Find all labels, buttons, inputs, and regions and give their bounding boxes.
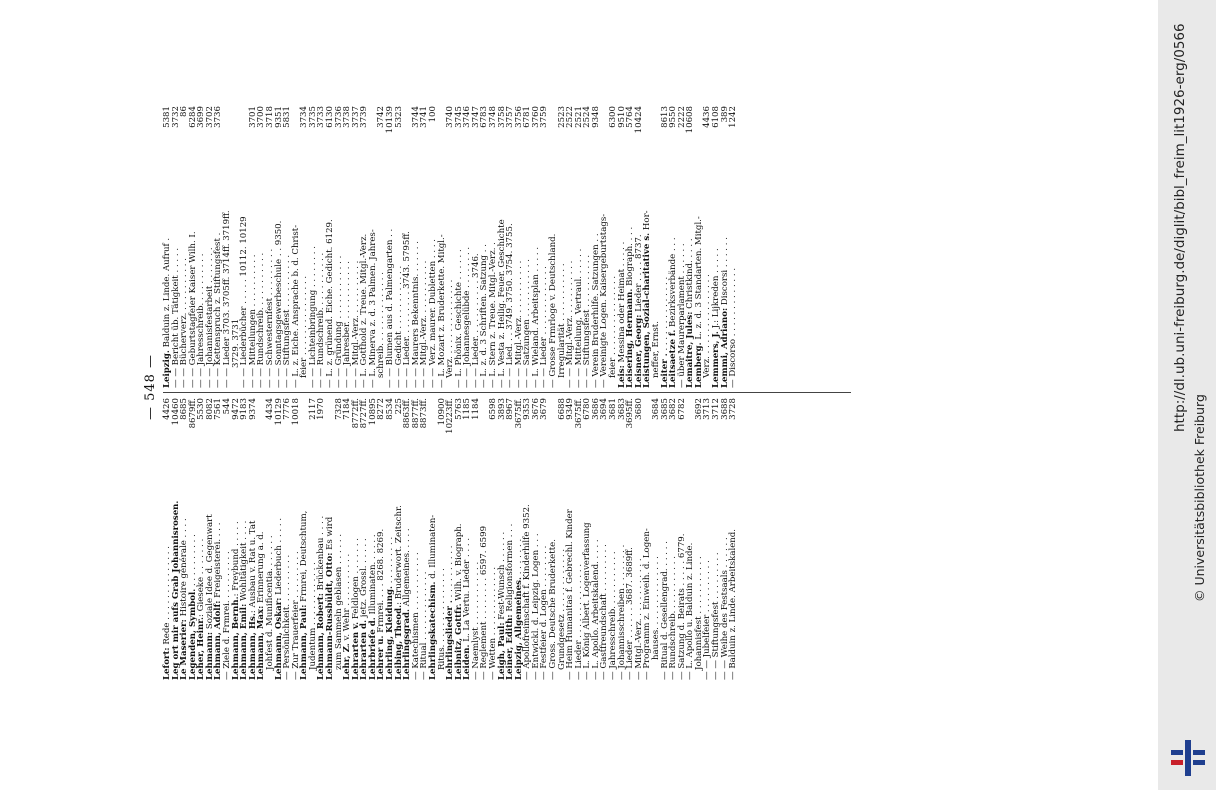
index-entry-text: — — Stiftungsfest . . . . . . . . . (711, 552, 721, 680)
index-entry-ref: 9351 (273, 106, 284, 128)
index-entry-text: — — Jahresber. . . . . . . . . . . . (342, 261, 353, 388)
index-entry-text: — Ziele d. Frmrei. . . . . . . . . . (222, 551, 233, 680)
index-entry-ref: 3713 (702, 398, 713, 420)
index-entry-text: Lefort: Rede . . . . . . . . . . . . . . (162, 546, 172, 680)
index-entry-text: — — Stiftungsfest . . . . . . . . . . (282, 254, 293, 388)
index-entry-text: — Reglement . . . . . . . . 6597. 6599 (479, 525, 490, 680)
index-entry-text: Lemmers, J. J.: Lijkreden . . . . . (711, 248, 721, 388)
index-entry-text: Lehrarten v. Feldlogen . . . . . . . (350, 537, 361, 680)
index-entry-ref: 8967 (505, 398, 516, 420)
index-entry-ref: 3747 (470, 106, 481, 128)
index-entry-text: — L. Phönix. Geschichte . . . . . . (453, 249, 464, 388)
index-entry-ref: 3712 (711, 398, 721, 420)
index-entry-ref: 10460 (170, 398, 181, 426)
index-entry-text: — — Mitgl.-Verz. . . . . . . . . . . (419, 260, 430, 388)
index-entry-ref: 3759 (539, 106, 550, 128)
index-entry-text: — Rundschreib. . . . . . . . . . . (668, 556, 679, 680)
index-entry-text: — — Schwesternfest . . . . . . . . . (264, 248, 275, 388)
index-entry-text: — L. Gotthold z. Treue. Mitgl.-Verz. (359, 233, 370, 388)
index-entry-ref: 3686 (590, 398, 601, 420)
index-entry-ref: 225 (393, 398, 404, 415)
index-entry-ref: 3682 (668, 398, 679, 420)
index-entry-ref: 3739 (359, 106, 370, 128)
index-entry-text: Lehrarten d. jetz. Grossl. . . . . . (359, 538, 370, 680)
index-entry-ref: 2523 (556, 106, 567, 128)
index-entry-text: — — Lichteinbringung . . . . . . . . (307, 246, 318, 388)
index-entry-text: Lehmann, Max: Erinnerung a. d. (256, 531, 267, 680)
index-entry-text: — Grosse Frmrloge v. Deutschland. (548, 233, 559, 388)
index-entry-text: Leitsaetze f. Bezirksverbände . . . (668, 237, 679, 388)
index-entry-text: Leiden. L. La Vertu. Lieder . . . . (462, 537, 473, 680)
index-entry-text: — — Weihe des Festsaals . . . . . . (719, 537, 730, 680)
index-entry-ref: 8685 (179, 398, 190, 420)
index-entry-text: — — Lieder . . . . . . . . . . . . . (539, 266, 550, 388)
index-entry-text: Lehmann, Emil: Wohltätigkeit . . . . (239, 520, 250, 680)
index-entry-ref: 100 (427, 106, 438, 123)
index-entry-text: — Naemlyst . . . . . . . . . . . . (470, 561, 481, 680)
index-entry-text: — Apollofreimschaft f. Kinderhilfe 9352. (522, 504, 533, 680)
index-entry-text: Leis: Messina oder Heimat . . . . . (616, 241, 627, 388)
index-entry-ref: 3760 (530, 106, 541, 128)
index-entry-text: — — Sonntagsgewerbeschule . . 9350. (273, 220, 284, 388)
index-entry-ref: 1242 (728, 106, 739, 128)
index-entry-text: — Gastfreundschaft . . . . . . . . . (599, 544, 610, 680)
index-entry-ref: 3728 (728, 398, 739, 420)
index-entry-text: — Johannisschreiben . . . . . . . . (616, 544, 627, 680)
index-entry-ref: 7328 (333, 398, 344, 420)
index-entry-text: — Zur Trauerfeier . . . . . . . . . (290, 551, 301, 680)
index-entry-text: — — Maurers Bekenntnis. . . . . . . (410, 241, 421, 388)
index-entry-ref: 3742 (376, 106, 387, 128)
index-entry-text: — — Mitgl.-Verz. . . . . . . . . . . (565, 260, 576, 388)
index-entry-text: — Programm z. Einweih. d. Logen- (642, 528, 653, 680)
index-entry-text: — Verein Bruderhilfe. Satzungen . . (590, 233, 601, 388)
index-entry-ref: 7776 (282, 398, 293, 420)
index-entry-ref: 10424 (633, 106, 644, 134)
index-entry-ref: 86 (179, 106, 190, 117)
index-entry-ref: 3736 (333, 106, 344, 128)
index-entry-text: — Wetten . . . . . . . . . . . . . (487, 566, 498, 680)
index-entry-ref: 6781 (522, 106, 533, 128)
index-entry-text: Leher, Heinr.: Gieseke . . . . . . . (196, 538, 207, 680)
index-entry-text: — Lieder . . . . . . 3687. 3689ff. (625, 547, 636, 680)
index-entry-ref: 3757 (505, 106, 516, 128)
index-entry-text: Leiner, Edith: Religionsformen . . . (505, 523, 516, 680)
index-entry-text: — L. Apollo u. Balduin z. Linde. (685, 542, 696, 680)
index-entry-text: — Gross. Deutsche Bruderkette. (548, 539, 559, 680)
index-entry-text: feier . . . . . . . . . . . . . . . (299, 275, 310, 378)
index-entry-ref: 8877ff. (410, 398, 421, 429)
index-entry-ref: 3692 (693, 398, 704, 420)
index-entry-text: — — Satzungen . . . . . . . . . . . (522, 259, 533, 388)
index-entry-ref: 5323 (393, 106, 404, 128)
index-entry-ref: 9349 (565, 398, 576, 420)
index-entry-text: — — Bericht üb. Tätigkeit . . . . . (170, 247, 181, 388)
index-entry-text: — L. König Albert. Logenverfassung (582, 522, 593, 680)
index-entry-ref: 3701 (247, 106, 258, 128)
index-entry-ref: 6780 (582, 398, 593, 420)
index-entry-text: — Ritual . . . . . . . . . . . . . (419, 571, 430, 680)
index-entry-ref: 3736 (213, 106, 224, 128)
index-entry-ref: 3680 (633, 398, 644, 420)
index-entry-ref: 10895 (367, 398, 378, 426)
index-entry-text: — — Mitgl.-Verz. . . . . . . . . . . (513, 260, 524, 388)
index-entry-text: Leibnitz, Gottfr. Wilh. v. Biograph. (453, 523, 464, 680)
index-column-left (163, 398, 738, 680)
index-entry-text: Leisner, Georg: Lieder . . . . 8737. (633, 234, 644, 388)
index-entry-ref: 8272 (376, 398, 387, 420)
index-entry-text: Leistungen, Sozial-charitative s. Hor- (642, 210, 653, 388)
index-entry-ref: 5831 (282, 106, 293, 128)
index-entry-ref: 6108 (711, 106, 721, 128)
index-entry-ref: 8534 (385, 398, 396, 420)
index-entry-ref: 5763 (453, 398, 464, 420)
index-entry-ref: 8727ff. (359, 398, 370, 429)
index-entry-ref: 3685 (659, 398, 670, 420)
index-entry-ref: 10900 (436, 398, 447, 426)
index-entry-text: — Discorso . . . . . . . . . . . . . (728, 267, 739, 388)
page-number-header: — 548 — (143, 353, 158, 421)
index-entry-text: — L. Mozart z. Bruderkette. Mitgl.- (436, 234, 447, 388)
index-entry-ref: 3699 (196, 106, 207, 128)
index-entry-ref: 8873ff. (419, 398, 430, 429)
index-entry-ref: 10608 (685, 106, 696, 134)
index-entry-text: — — Mitgl.-Verz. . . . . . . . . . . (350, 260, 361, 388)
index-entry-text: Leigh, Paul: Fest-Wunsch . . . . . . (496, 531, 507, 680)
index-entry-ref: 6130 (324, 106, 335, 128)
index-entry-text: — — Liederbücher . . . . . 10112. 10129 (239, 216, 250, 388)
index-entry-ref: 5381 (162, 106, 172, 128)
index-entry-text: Lemberg. L. z. d. 3 Standarten. Mitgl.- (693, 216, 704, 388)
index-entry-ref: 3683 (616, 398, 627, 420)
index-entry-ref: 8613 (659, 106, 670, 128)
index-entry-ref: 4426 (162, 398, 172, 420)
index-entry-ref: 4434 (264, 398, 275, 420)
index-entry-text: — Heim Humanitas f. Gebrechl. Kinder (565, 509, 576, 680)
index-entry-ref: 1970 (316, 398, 327, 420)
index-entry-ref: 3744 (410, 106, 421, 128)
index-entry-ref: 10223ff. (445, 398, 456, 434)
index-entry-text: Lemmi, Adriano: Discorsi . . . . . . (719, 237, 730, 388)
index-entry-ref: 544 (222, 398, 233, 415)
index-entry-ref: 3735 (307, 106, 318, 128)
index-entry-ref: 6300 (608, 106, 619, 128)
index-entry-text: Grundgesetz . . . . . . . . . . . . (556, 548, 567, 670)
index-entry-ref: 3746 (462, 106, 473, 128)
index-entry-text: — — Lieder. . . . . . . . . . . 3746. (470, 253, 481, 388)
index-entry-text: — — Jubelfeier . . . . . . . . . . (702, 560, 713, 680)
index-entry-text: — — Stiftungsfest . . . . . . . . . . (582, 254, 593, 388)
index-entry-ref: 3676 (530, 398, 541, 420)
index-entry-ref: 2521 (573, 106, 584, 128)
index-entry-text: Le Maserier: Histoire générale . . . . (179, 518, 190, 680)
index-entry-text: — Ritual d. Gesellengrad. . . . . . (659, 541, 670, 680)
index-entry-text: — — Kettenspruch z. Stiftungsfest . (213, 232, 224, 388)
index-entry-ref: 3694 (599, 398, 610, 420)
index-entry-text: — über Maurerparlament . . . . . . (676, 243, 687, 388)
index-entry-ref: 3718 (264, 106, 275, 128)
index-entry-ref: 8863ff. (402, 398, 413, 429)
index-entry-ref: 3740 (445, 106, 456, 128)
index-entry-text: — L. z. grünend. Eiche. Gedicht. 6129. (324, 219, 335, 388)
index-entry-ref: 7184 (342, 398, 353, 420)
index-entry-text: — — Jahresschreib. . . . . . . . . . (196, 253, 207, 388)
index-entry-text: — — Geburtstagfeier Kaiser Wilh. I. (187, 231, 198, 388)
index-entry-ref: 3675ff. (513, 398, 524, 429)
index-entry-text: Johannisfest . . . . . . . . . . . (693, 556, 704, 670)
index-entry-ref: 10018 (290, 398, 301, 426)
index-entry-text: — — Lieder. . . . . . . . . 3743. 5795ff. (402, 231, 413, 388)
index-entry-ref: 3738 (342, 106, 353, 128)
scanned-page (143, 94, 855, 680)
index-entry-text: — Vereinigte Logen. Kaisergeburtstags- (599, 213, 610, 388)
index-entry-text: — — Verz. maurer. Dubletten . . . . (427, 238, 438, 388)
index-entry-ref: 9183 (239, 398, 250, 420)
index-entry-ref: 1184 (470, 398, 481, 420)
index-entry-ref: 9348 (590, 106, 601, 128)
index-entry-text: Lehr, Z. v. Wehr . . . . . . . . . . (342, 553, 353, 680)
index-entry-text: — Jahresschreib. . . . . . . . . . . (608, 551, 619, 680)
index-entry-text: — Satzung d. Beirats . . . . . 6779. (676, 533, 687, 680)
index-entry-ref: 10139 (385, 106, 396, 134)
index-entry-ref: 8772ff. (350, 398, 361, 429)
index-entry-ref: 9510 (616, 106, 627, 128)
index-entry-text: Leipzig. Balduin z. Linde. Aufruf . (162, 237, 172, 388)
index-entry-ref: 9374 (247, 398, 258, 420)
index-entry-text: — L. Apollo. Arbeitskalend. . . . . (590, 539, 601, 680)
index-entry-ref: 3893 (496, 398, 507, 420)
index-entry-text: — L. Wieland. Arbeitsplan . . . . . (530, 246, 541, 388)
index-entry-text: Lehrbriefe d. Illuminaten. . . . . . (367, 534, 378, 680)
index-entry-ref: 9472 (230, 398, 241, 420)
index-entry-ref: 3741 (419, 106, 430, 128)
index-entry-text: Verz. . . . . . . . . . . . . . . . (702, 274, 713, 378)
index-entry-text: Ritus. . . . . . . . . . . . . . . (436, 568, 447, 670)
index-entry-text: neffer, Ernst. (650, 321, 661, 378)
index-entry-ref: 9353 (522, 398, 533, 420)
index-entry-text: Lehmann-Russbüldt, Otto: Es wird (324, 516, 335, 680)
index-entry-text: — — Mitteilungen . . . . . . . . . . (247, 254, 258, 388)
index-entry-text: — L. Stern z. Treue. Mitgl.-Verz. . (487, 242, 498, 388)
index-entry-text: Lehrlingskatechism. d. Illuminaten- (427, 514, 438, 680)
index-entry-text: — Persönlichkeit. . . . . . . . . . (282, 554, 293, 680)
index-entry-text: Irregularität . . . . . . . . . . . (556, 263, 567, 378)
index-entry-ref: 3700 (256, 106, 267, 128)
index-entry-text: — Katechismen . . . . . . . . . . . (410, 552, 421, 680)
index-entry-text: Johfest d. Munificentia. . . . . . . (264, 535, 275, 670)
library-logo-icon (1168, 738, 1208, 778)
index-entry-ref: 2117 (307, 398, 318, 420)
index-entry-text: Lehmann, Robert: Brückenbau . . . . (316, 515, 327, 680)
index-entry-ref: 389 (719, 106, 730, 123)
index-entry-text: Lehmann, Adolf: Freigeisterei. . . . (213, 522, 224, 680)
index-entry-text: — Entwickl. d. Leipzig. Logen . . . (530, 533, 541, 680)
index-entry-ref: 1185 (462, 398, 473, 420)
index-entry-text: — L. Minerva z. d. 3 Palmen. Jahres- (367, 229, 378, 388)
index-entry-text: — — Rundschreib. . . . . . . . . . . (256, 252, 267, 388)
index-entry-text: Leibing, Theod.: Bruderwort. Zeitschr. (393, 505, 404, 680)
index-entry-text: — L. z. Eiche. Ansprache b. d. Christ- (290, 224, 301, 388)
source-url[interactable]: http://dl.ub.uni-freiburg.de/diglit/bibl_freim_lit1926-erg/0566 (1172, 23, 1188, 432)
index-entry (729, 106, 738, 388)
index-entry-text: — — Lied. . . 3749. 3750. 3754. 3755. (505, 223, 516, 388)
index-entry-text: — — Bücherverz. . . . . . . . . . . (179, 258, 190, 388)
index-entry-ref: 9550 (668, 106, 679, 128)
index-entry-text: — Balduin z. Linde. Arbeitskalend. (728, 528, 739, 680)
index-entry-ref: 6598 (487, 398, 498, 420)
index-entry-text: — — Gedicht . . . . . . . . . . . . (393, 265, 404, 388)
index-entry-ref: 3702 (204, 106, 215, 128)
index-entry-ref: 3679 (539, 398, 550, 420)
index-entry-text: — L. Vesta z. Heilig. Feuer. Geschichte (496, 219, 507, 388)
column-divider (163, 392, 851, 393)
index-entry-ref: 3681 (608, 398, 619, 420)
index-entry-ref: 3684 (650, 398, 661, 420)
index-entry-text: Leiter . . . . . . . . . . . . . . . (659, 276, 670, 388)
index-entry-ref: 6284 (187, 106, 198, 128)
index-entry-text: zum Sammeln geblasen . . . . . . (333, 533, 344, 670)
index-entry-text: — — Mitteilung, Vertraul. . . . . . (573, 248, 584, 388)
index-entry-text: — — Rundschreib. . . . . . . . . . . (316, 252, 327, 388)
index-entry-text: — — Johannesgelübde . . . . . . . . (462, 246, 473, 388)
index-entry-text: — Festfeier d. Logen . . . . . . . . (539, 545, 550, 680)
index-entry-text: — Mitgl.-Verz. . . . . . . . . . . . (633, 558, 644, 680)
index-entry-ref: 7561 (213, 398, 224, 420)
index-entry-text: feier . . . . . . . . . . . . . . . (608, 275, 619, 378)
index-entry-text: schreib. . . . . . . . . . . . . . (376, 272, 387, 378)
index-entry-text: — — Lieder 3703. 3705ff. 3714ff. 3719ff. (222, 210, 233, 388)
index-entry-ref: 2522 (565, 106, 576, 128)
index-entry-ref: 3733 (316, 106, 327, 128)
index-entry-ref: 3748 (487, 106, 498, 128)
index-entry-text: Lehrling, Kleidung. . . . . . . . . . (385, 536, 396, 680)
index-entry (729, 398, 738, 680)
index-entry-text: Legenden, Symbol. . . . . . . . . . . (187, 534, 198, 680)
index-entry-ref: 3756 (513, 106, 524, 128)
index-entry-ref: 3734 (299, 106, 310, 128)
index-entry-ref: 5530 (196, 398, 207, 420)
index-entry-ref: 8082 (204, 398, 215, 420)
index-entry-ref: 3758 (496, 106, 507, 128)
index-entry-ref: 3745 (453, 106, 464, 128)
index-column-right (163, 106, 738, 388)
index-entry-text: Lehrlingslieder . . . . . . . . . . . (445, 545, 456, 680)
index-entry-ref: 6688 (556, 398, 567, 420)
index-entry-ref: 5764 (625, 106, 636, 128)
index-entry-ref: 2222 (676, 106, 687, 128)
index-entry-text: Lehmann: Soziale Idee d. Gegenwart (204, 514, 215, 680)
index-entry-ref: 6783 (479, 106, 490, 128)
index-entry-text: Lehmann, Hs.: Ausbau v. Rat u. Tat (247, 520, 258, 680)
index-entry-ref: 8679ff. (187, 398, 198, 429)
index-entry-text: Leipzig, Allgemeines. . . . . . . . (513, 538, 524, 680)
index-entry-ref: 3737 (350, 106, 361, 128)
index-entry-text: Lehmann, Oskar: Liederbuch . . . . . (273, 517, 284, 680)
index-entry-text: Lemaitre, Jules: Christkind. . . . . (685, 238, 696, 388)
index-entry-text: — L. z. d. 3 Schriften. Satzung . . (479, 244, 490, 388)
index-entry-text: Lehmann, Paul: Frmrei, Deutschtum, (299, 510, 310, 680)
index-entry-ref: 4436 (702, 106, 713, 128)
index-entry-text: — — Gründung . . . . . . . . . . . . (333, 255, 344, 388)
index-entry-text: — — Johannisfestarbeit . . . . . . . (204, 247, 215, 388)
index-entry-text: Leisering, Hermann. Biograph. . . . (625, 226, 636, 388)
index-entry-text: 3729. 3731 (230, 318, 241, 368)
index-entry-text: — — Blumen aus d. Palmengarten . . (385, 228, 396, 388)
index-entry-ref: 6782 (676, 398, 687, 420)
index-entry-text: Leg ort mir aufs Grab Johannisrosen. (170, 500, 181, 680)
index-entry-text: Judentum . . . . . . . . . . . . (307, 562, 318, 670)
index-entry-ref: 3688 (719, 398, 730, 420)
index-entry-text: Verz. . . . . . . . . . . . . . . (445, 279, 456, 378)
index-entry-text: Lehmann, Bernh.: Freybund . . . . . (230, 521, 241, 680)
index-entry-ref: 3675ff. (573, 398, 584, 429)
index-entry-text: — Lieder . . . . . . . . . . . . . . (573, 563, 584, 680)
copyright-notice: © Universitätsbibliothek Freiburg (1192, 394, 1207, 602)
index-entry-ref: 3695ff. (625, 398, 636, 429)
index-entry-ref: 2524 (582, 106, 593, 128)
index-entry-ref: 10129 (273, 398, 284, 426)
index-entry-text: Lehrlingsgrad. Allgemeines. . . . . (402, 528, 413, 680)
index-entry-text: hauses. . . . . . . . . . . . . . (650, 556, 661, 660)
index-entry-text: Lehrer u. Frmrei. . . . 8268. 8269. (376, 528, 387, 680)
index-entry-ref: 3732 (170, 106, 181, 128)
